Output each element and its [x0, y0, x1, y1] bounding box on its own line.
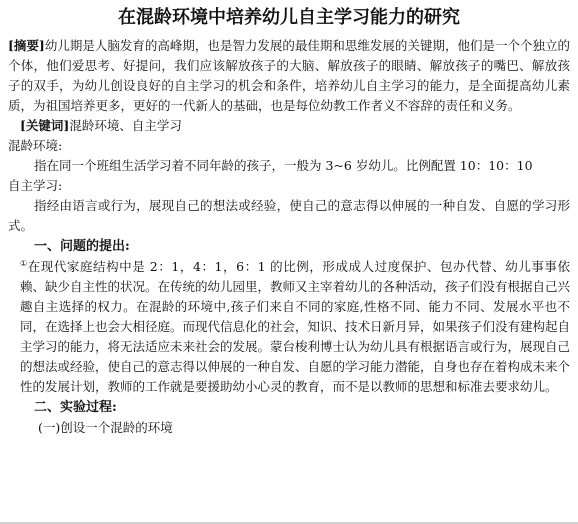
- definition-term-autonomous-learning: 自主学习:: [8, 178, 63, 193]
- footnote-marker: ①: [20, 258, 28, 268]
- abstract-text: 幼儿期是人脑发育的高峰期，也是智力发展的最佳期和思维发展的关键期，他们是一个个独立的个体，他们爱思考、好提问，我们应该解放孩子的大脑、解放孩子的眼睛、解放孩子的嘴巴、解放孩子的双手，为幼儿创设良好的自主学习的机会和条件，培养幼儿自主学习的能力，是全面提高幼儿素质，为祖国培养更多，更好的一代新人的基础，也是每位幼教工作者义不容辞的责任和义务。: [8, 38, 570, 113]
- subsection-heading-environment: (一)创设一个混龄的环境: [38, 420, 173, 435]
- section-heading-process: 二、实验过程:: [34, 400, 117, 415]
- abstract-paragraph: [8, 36, 570, 116]
- section-paragraph-problem: [8, 257, 570, 397]
- definition-text-autonomous-learning: 指经由语言或行为，展现自己的想法或经验，使自己的意志得以伸展的一种自发、自愿的学习形式。: [8, 198, 570, 233]
- section-heading-problem: 一、问题的提出:: [34, 239, 130, 254]
- paper-title: 在混龄环境中培养幼儿自主学习能力的研究: [118, 7, 460, 28]
- keywords-text: 混龄环境、自主学习: [69, 118, 182, 133]
- keywords-label: [关键词]: [20, 118, 70, 133]
- definition-text-mixed-age: 指在同一个班组生活学习着不同年龄的孩子，一般为 3~6 岁幼儿。比例配置 10：10：10: [34, 158, 533, 173]
- definition-term-mixed-age: 混龄环境:: [8, 138, 63, 153]
- keywords-line: [8, 116, 570, 136]
- abstract-label: [摘要]: [8, 38, 45, 53]
- section-text-problem: 在现代家庭结构中是 2：1，4：1，6：1 的比例，形成成人过度保护、包办代替、幼儿事事依赖、缺少自主性的状况。在传统的幼儿园里，教师又主宰着幼儿的各种活动，孩子们没有根据自己兴趣自主选择的权力。在混龄的环境中,孩子们来自不同的家庭,性格不同、能力不同、发展水平也不同，在选择上也会大相径庭。而现代信息化的社会，知识、技术日新月异，如果孩子们没有建构起自主学习的能力，将无法适应未来社会的发展。蒙台梭利博士认为幼儿具有根据语言或行为，展现自己的想法或经验，使自己的意志得以伸展的一种自发、自愿的学习能力潜能，自身也存在着构成未来个性的发展计划，教师的工作就是要援助幼小心灵的教育，而不是以教师的思想和标准去要求幼儿。: [20, 259, 571, 394]
